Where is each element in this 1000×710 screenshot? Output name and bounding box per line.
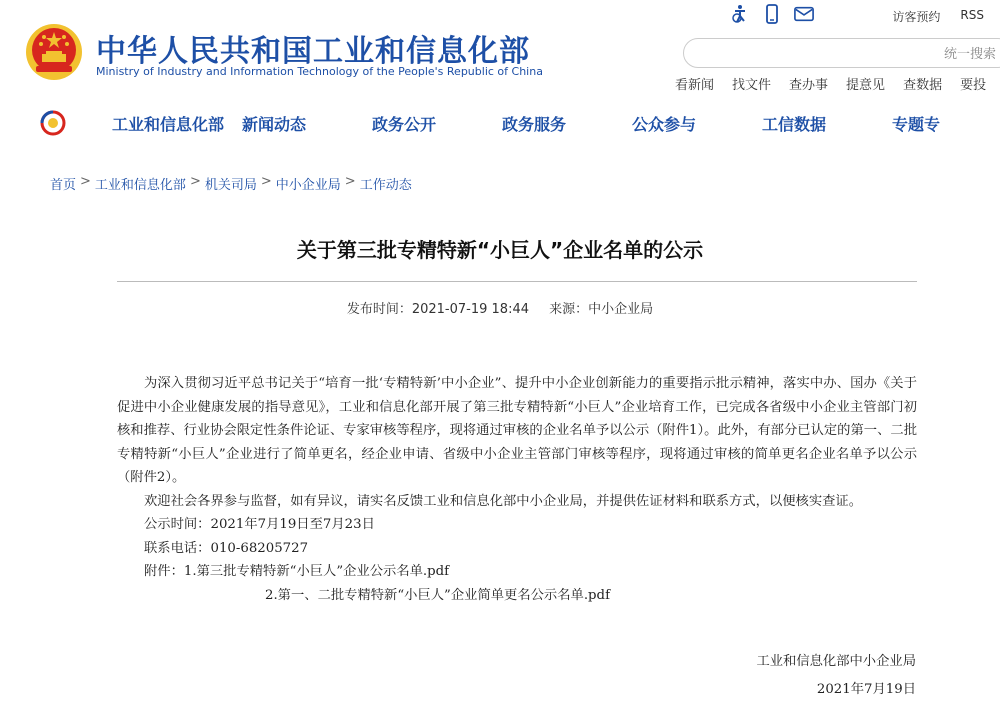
site-header <box>0 0 1000 100</box>
article-paragraph: 为深入贯彻习近平总书记关于“培育一批‘专精特新’中小企业”、提升中小企业创新能力的重要指示批示精神，落实中办、国办《关于促进中小企业健康发展的指导意见》，工业和信息化部开展了第三批专精特新“小巨人”企业培育工作，已完成各省级中小企业主管部门初核和推荐、行业协会限定性条件论证、专家审核等程序，现将通过审核的企业名单予以公示（附件1）。此外，有部分已认定的第一、二批专精特新“小巨人”企业进行了简单更名，经企业申请、省级中小企业主管部门审核等程序，现将通过审核的简单更名企业名单予以公示（附件2）。 <box>117 376 917 485</box>
main-nav <box>0 102 1000 144</box>
breadcrumb-separator: > <box>344 174 356 189</box>
contact-phone: 联系电话：010-68205727 <box>144 540 309 556</box>
article-signature <box>756 648 916 704</box>
nav-item-topics[interactable]: 专题专 <box>892 115 941 134</box>
rss-link[interactable]: RSS <box>960 8 984 22</box>
quick-link-news[interactable]: 看新闻 <box>675 78 715 93</box>
article-meta <box>0 298 1000 317</box>
search-input[interactable] <box>696 45 996 63</box>
nav-item-news[interactable]: 新闻动态 <box>242 115 307 134</box>
search-box[interactable] <box>683 38 1000 68</box>
breadcrumb-separator: > <box>189 174 201 189</box>
site-subtitle: Ministry of Industry and Information Technology of the People's Republic of China <box>96 65 543 78</box>
breadcrumb-sme-bureau[interactable]: 中小企业局 <box>275 178 341 193</box>
article-body <box>117 372 917 607</box>
breadcrumb <box>50 174 412 193</box>
breadcrumb-work-news[interactable]: 工作动态 <box>359 178 412 193</box>
quick-link-documents[interactable]: 找文件 <box>732 78 772 93</box>
national-emblem-icon[interactable] <box>24 22 84 82</box>
nav-item-gov-affairs[interactable]: 政务公开 <box>372 115 437 134</box>
nav-item-participation[interactable]: 公众参与 <box>632 115 697 134</box>
utility-icons <box>730 4 814 24</box>
breadcrumb-separator: > <box>80 174 91 189</box>
title-divider <box>117 281 917 282</box>
mobile-icon[interactable] <box>762 4 782 24</box>
quick-link-services[interactable]: 查办事 <box>789 78 829 93</box>
publish-time: 发布时间：2021-07-19 18:44 <box>346 302 529 317</box>
accessibility-icon[interactable] <box>730 4 750 24</box>
signature-org: 工业和信息化部中小企业局 <box>756 654 916 669</box>
site-title[interactable]: 中华人民共和国工业和信息化部 <box>96 34 530 69</box>
nav-logo-icon[interactable] <box>40 110 66 136</box>
attachment-link-2[interactable]: 2.第一、二批专精特新“小巨人”企业简单更名公示名单.pdf <box>265 587 610 603</box>
quick-link-feedback[interactable]: 提意见 <box>846 78 886 93</box>
nav-items <box>112 112 1000 135</box>
quick-link-data[interactable]: 查数据 <box>903 78 943 93</box>
mail-icon[interactable] <box>794 4 814 24</box>
article-title: 关于第三批专精特新“小巨人”企业名单的公示 <box>296 238 704 262</box>
quick-link-more[interactable]: 要投 <box>960 78 987 93</box>
nav-item-ministry[interactable]: 工业和信息化部 <box>112 115 225 134</box>
attachment-link-1[interactable]: 附件：1.第三批专精特新“小巨人”企业公示名单.pdf <box>144 564 450 579</box>
nav-item-gov-services[interactable]: 政务服务 <box>502 115 567 134</box>
visitor-appointment-link[interactable]: 访客预约 <box>892 10 941 24</box>
article-paragraph: 欢迎社会各界参与监督，如有异议，请实名反馈工业和信息化部中小企业局，并提供佐证材料和联系方式，以便核实查证。 <box>144 493 863 509</box>
utility-links <box>892 8 984 25</box>
breadcrumb-departments[interactable]: 机关司局 <box>204 178 257 193</box>
quick-links <box>675 74 986 93</box>
breadcrumb-ministry[interactable]: 工业和信息化部 <box>94 178 186 193</box>
breadcrumb-home[interactable]: 首页 <box>50 178 77 193</box>
nav-item-data[interactable]: 工信数据 <box>762 115 827 134</box>
notice-period: 公示时间：2021年7月19日至7月23日 <box>144 517 375 532</box>
signature-date: 2021年7月19日 <box>816 682 916 697</box>
breadcrumb-separator: > <box>260 174 272 189</box>
article-source: 来源：中小企业局 <box>549 302 654 317</box>
